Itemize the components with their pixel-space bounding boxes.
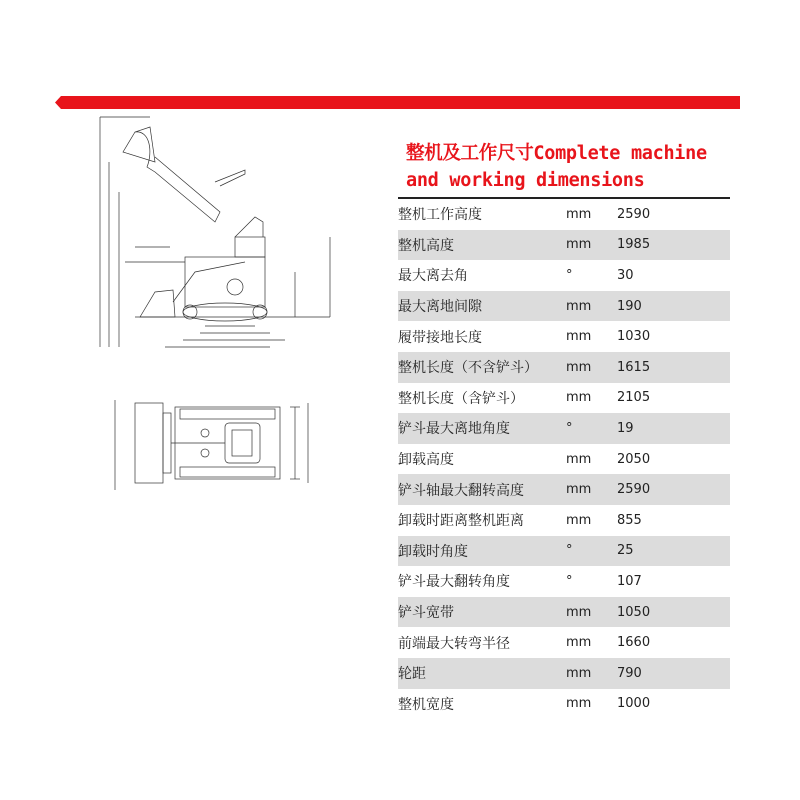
spec-value: 1050	[617, 604, 651, 620]
spec-value: 1985	[617, 237, 651, 253]
spec-name: 履带接地长度	[398, 329, 482, 346]
spec-unit: mm	[566, 329, 592, 345]
spec-row	[398, 291, 730, 322]
spec-value: 2590	[617, 482, 651, 498]
spec-unit: mm	[566, 237, 592, 253]
spec-unit: mm	[566, 696, 592, 712]
spec-value: 2590	[617, 206, 651, 222]
spec-row	[398, 566, 730, 597]
spec-row	[398, 413, 730, 444]
spec-unit: °	[566, 573, 573, 589]
spec-row	[398, 199, 730, 230]
spec-name: 卸载高度	[398, 452, 454, 469]
spec-section	[398, 140, 730, 719]
spec-name: 最大离去角	[398, 268, 468, 285]
spec-name: 整机工作高度	[398, 207, 482, 224]
top-view-drawing	[110, 395, 335, 495]
spec-value: 19	[617, 420, 634, 436]
spec-name: 前端最大转弯半径	[398, 635, 510, 652]
spec-unit: mm	[566, 206, 592, 222]
spec-value: 190	[617, 298, 642, 314]
spec-row	[398, 321, 730, 352]
spec-row	[398, 383, 730, 414]
spec-value: 30	[617, 267, 634, 283]
spec-value: 1000	[617, 696, 651, 712]
spec-value: 1030	[617, 329, 651, 345]
spec-value: 2050	[617, 451, 651, 467]
spec-name: 整机高度	[398, 237, 454, 254]
spec-value: 107	[617, 573, 642, 589]
spec-unit: mm	[566, 635, 592, 651]
spec-value: 855	[617, 512, 642, 528]
spec-unit: mm	[566, 604, 592, 620]
side-view-drawing	[95, 112, 335, 372]
spec-name: 轮距	[398, 666, 426, 683]
spec-unit: mm	[566, 359, 592, 375]
spec-row	[398, 689, 730, 720]
spec-row	[398, 444, 730, 475]
spec-unit: mm	[566, 390, 592, 406]
spec-name: 铲斗最大离地角度	[398, 421, 510, 438]
spec-row	[398, 352, 730, 383]
spec-title: 整机及工作尺寸Complete machine and working dimensions	[406, 143, 707, 191]
spec-name: 铲斗最大翻转角度	[398, 574, 510, 591]
spec-unit: mm	[566, 665, 592, 681]
spec-unit: °	[566, 267, 573, 283]
spec-row	[398, 505, 730, 536]
spec-unit: mm	[566, 482, 592, 498]
red-header-bar	[55, 96, 740, 109]
spec-value: 1615	[617, 359, 651, 375]
spec-name: 最大离地间隙	[398, 299, 482, 316]
spec-value: 25	[617, 543, 634, 559]
spec-unit: °	[566, 420, 573, 436]
spec-unit: mm	[566, 298, 592, 314]
spec-unit: °	[566, 543, 573, 559]
spec-name: 整机宽度	[398, 696, 454, 713]
spec-unit: mm	[566, 512, 592, 528]
spec-row	[398, 230, 730, 261]
spec-row	[398, 658, 730, 689]
spec-row	[398, 474, 730, 505]
spec-row	[398, 536, 730, 567]
spec-name: 铲斗轴最大翻转高度	[398, 482, 524, 499]
spec-name: 卸载时距离整机距离	[398, 513, 524, 530]
spec-name: 卸载时角度	[398, 543, 468, 560]
spec-row	[398, 260, 730, 291]
spec-name: 铲斗宽带	[398, 605, 454, 622]
spec-value: 2105	[617, 390, 651, 406]
spec-unit: mm	[566, 451, 592, 467]
spec-value: 790	[617, 665, 642, 681]
spec-row	[398, 597, 730, 628]
spec-table	[398, 199, 730, 719]
spec-row	[398, 627, 730, 658]
spec-name: 整机长度（不含铲斗）	[398, 360, 538, 377]
spec-value: 1660	[617, 635, 651, 651]
spec-name: 整机长度（含铲斗）	[398, 390, 524, 407]
